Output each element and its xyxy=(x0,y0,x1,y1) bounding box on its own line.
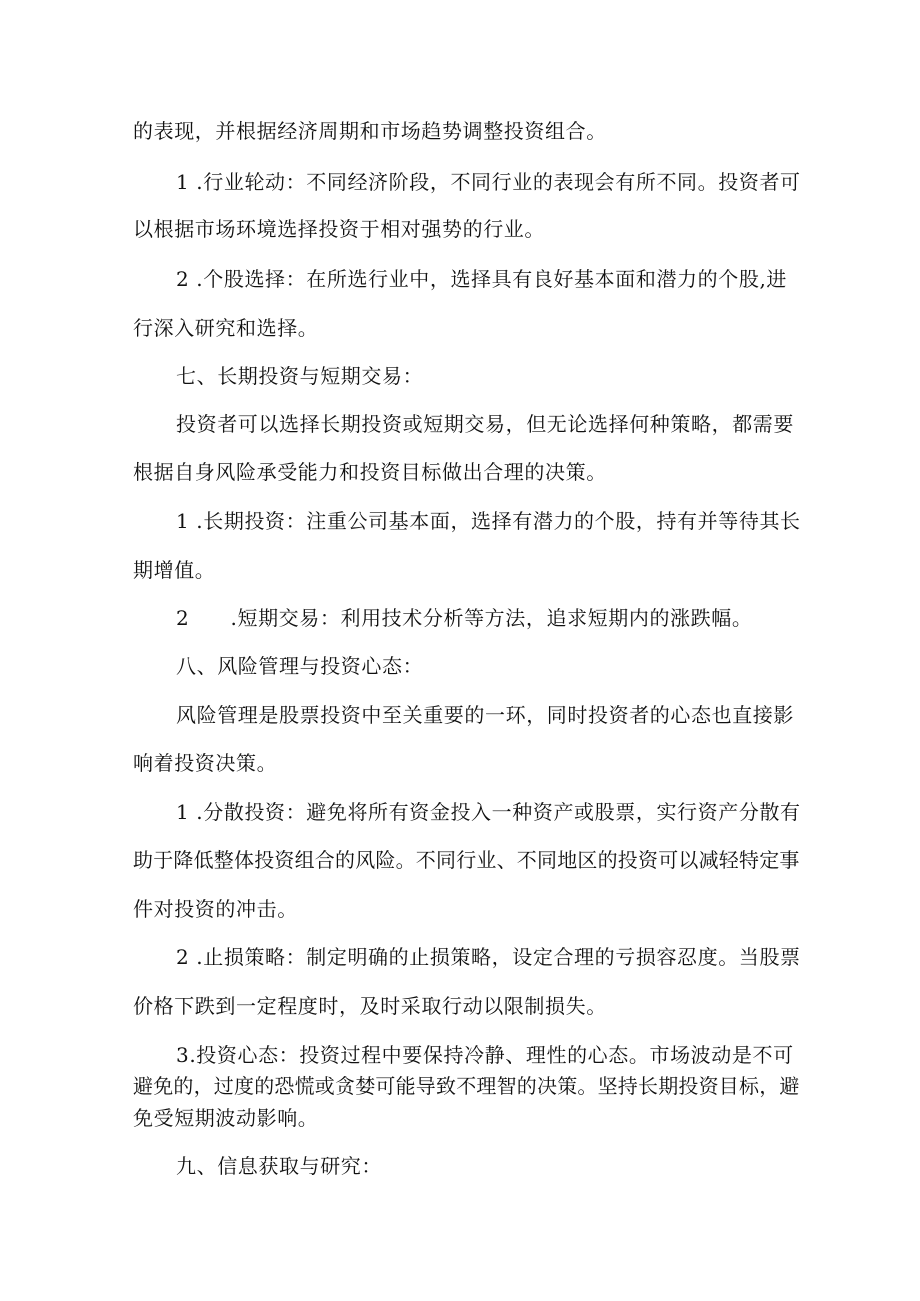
text-line: 2 .个股选择：在所选行业中，选择具有良好基本面和潜力的个股,进 xyxy=(176,267,787,291)
text-line: 风险管理是股票投资中至关重要的一环，同时投资者的心态也直接影 xyxy=(176,703,794,727)
text-line: 1 .行业轮动：不同经济阶段，不同行业的表现会有所不同。投资者可 xyxy=(176,170,801,194)
text-line: 响着投资决策。 xyxy=(133,751,278,775)
text-line: 根据自身风险承受能力和投资目标做出合理的决策。 xyxy=(133,460,607,484)
text-line: 投资者可以选择长期投资或短期交易，但无论选择何种策略，都需要 xyxy=(176,412,794,436)
section-heading: 八、风险管理与投资心态： xyxy=(176,654,424,678)
section-heading: 九、信息获取与研究： xyxy=(176,1154,382,1178)
text-line: 的表现，并根据经济周期和市场趋势调整投资组合。 xyxy=(133,119,607,143)
text-line: 件对投资的冲击。 xyxy=(133,897,298,921)
text-line: 避免的，过度的恐慌或贪婪可能导致不理智的决策。坚持长期投资目标，避 xyxy=(133,1074,800,1098)
text-line: 助于降低整体投资组合的风险。不同行业、不同地区的投资可以减轻特定事 xyxy=(133,848,800,872)
text-line: 以根据市场环境选择投资于相对强势的行业。 xyxy=(133,217,545,241)
text-line: 3.投资心态：投资过程中要保持冷静、理性的心态。市场波动是不可 xyxy=(176,1043,794,1067)
text-line: 免受短期波动影响。 xyxy=(133,1106,319,1130)
text-line: 2 .短期交易：利用技术分析等方法，追求短期内的涨跌幅。 xyxy=(176,606,753,630)
section-heading: 七、长期投资与短期交易： xyxy=(176,364,424,388)
text-line: 2 .止损策略：制定明确的止损策略，设定合理的亏损容忍度。当股票 xyxy=(176,945,801,969)
text-line: 价格下跌到一定程度时，及时采取行动以限制损失。 xyxy=(133,994,607,1018)
text-line: 行深入研究和选择。 xyxy=(133,316,319,340)
text-line: 期增值。 xyxy=(133,558,216,582)
text-line: 1 .分散投资：避免将所有资金投入一种资产或股票，实行资产分散有 xyxy=(176,800,801,824)
text-line: 1 .长期投资：注重公司基本面，选择有潜力的个股，持有并等待其长 xyxy=(176,509,801,533)
